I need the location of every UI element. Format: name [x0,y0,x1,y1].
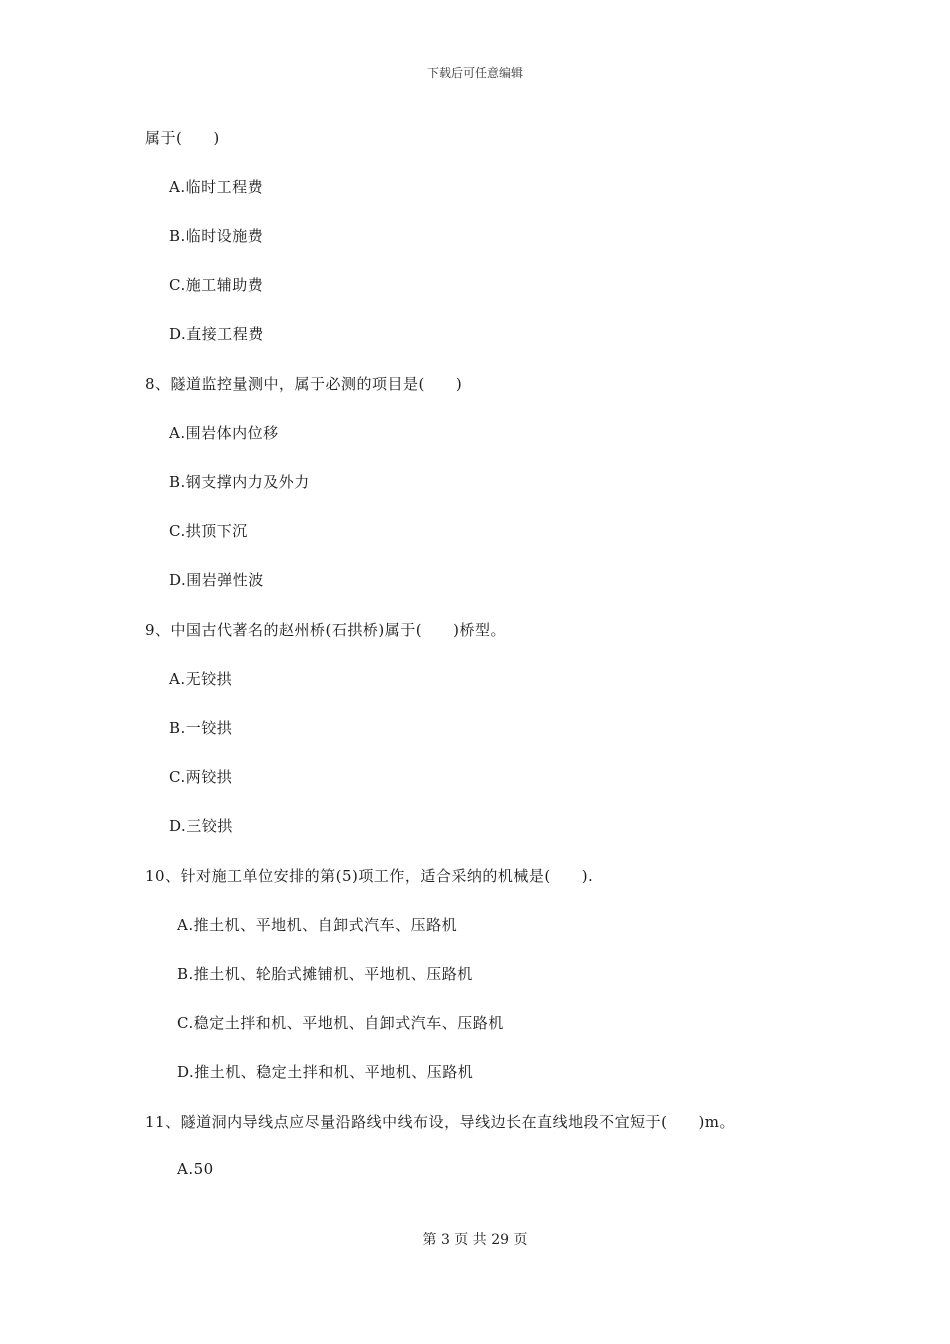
option-a: A.临时工程费 [169,178,264,196]
question-9-stem: 9、中国古代著名的赵州桥(石拱桥)属于( )桥型。 [145,621,506,639]
question-8-option-c: C.拱顶下沉 [169,522,248,540]
page-footer: 第 3 页 共 29 页 [422,1232,528,1248]
option-c: C.施工辅助费 [169,276,264,294]
question-8-stem: 8、隧道监控量测中，属于必测的项目是( ) [145,375,463,393]
question-stem-continued: 属于( ) [145,129,220,147]
question-11-stem: 11、隧道洞内导线点应尽量沿路线中线布设，导线边长在直线地段不宜短于( )m。 [145,1113,736,1131]
question-9-option-b: B.一铰拱 [169,719,233,737]
question-8-option-d: D.围岩弹性波 [169,571,264,589]
option-b: B.临时设施费 [169,227,264,245]
option-d: D.直接工程费 [169,325,264,343]
question-8-option-b: B.钢支撑内力及外力 [169,473,310,491]
question-9-option-c: C.两铰拱 [169,768,233,786]
question-9-option-a: A.无铰拱 [169,670,233,688]
question-10-option-a: A.推土机、平地机、自卸式汽车、压路机 [177,916,458,934]
question-11-option-a: A.50 [177,1160,214,1178]
question-10-option-d: D.推土机、稳定土拌和机、平地机、压路机 [177,1063,474,1081]
question-9-option-d: D.三铰拱 [169,817,233,835]
question-10-stem: 10、针对施工单位安排的第(5)项工作，适合采纳的机械是( ). [145,867,594,885]
question-8-option-a: A.围岩体内位移 [169,424,279,442]
page-header: 下载后可任意编辑 [426,66,523,80]
question-10-option-b: B.推土机、轮胎式摊铺机、平地机、压路机 [177,965,473,983]
question-10-option-c: C.稳定土拌和机、平地机、自卸式汽车、压路机 [177,1014,504,1032]
